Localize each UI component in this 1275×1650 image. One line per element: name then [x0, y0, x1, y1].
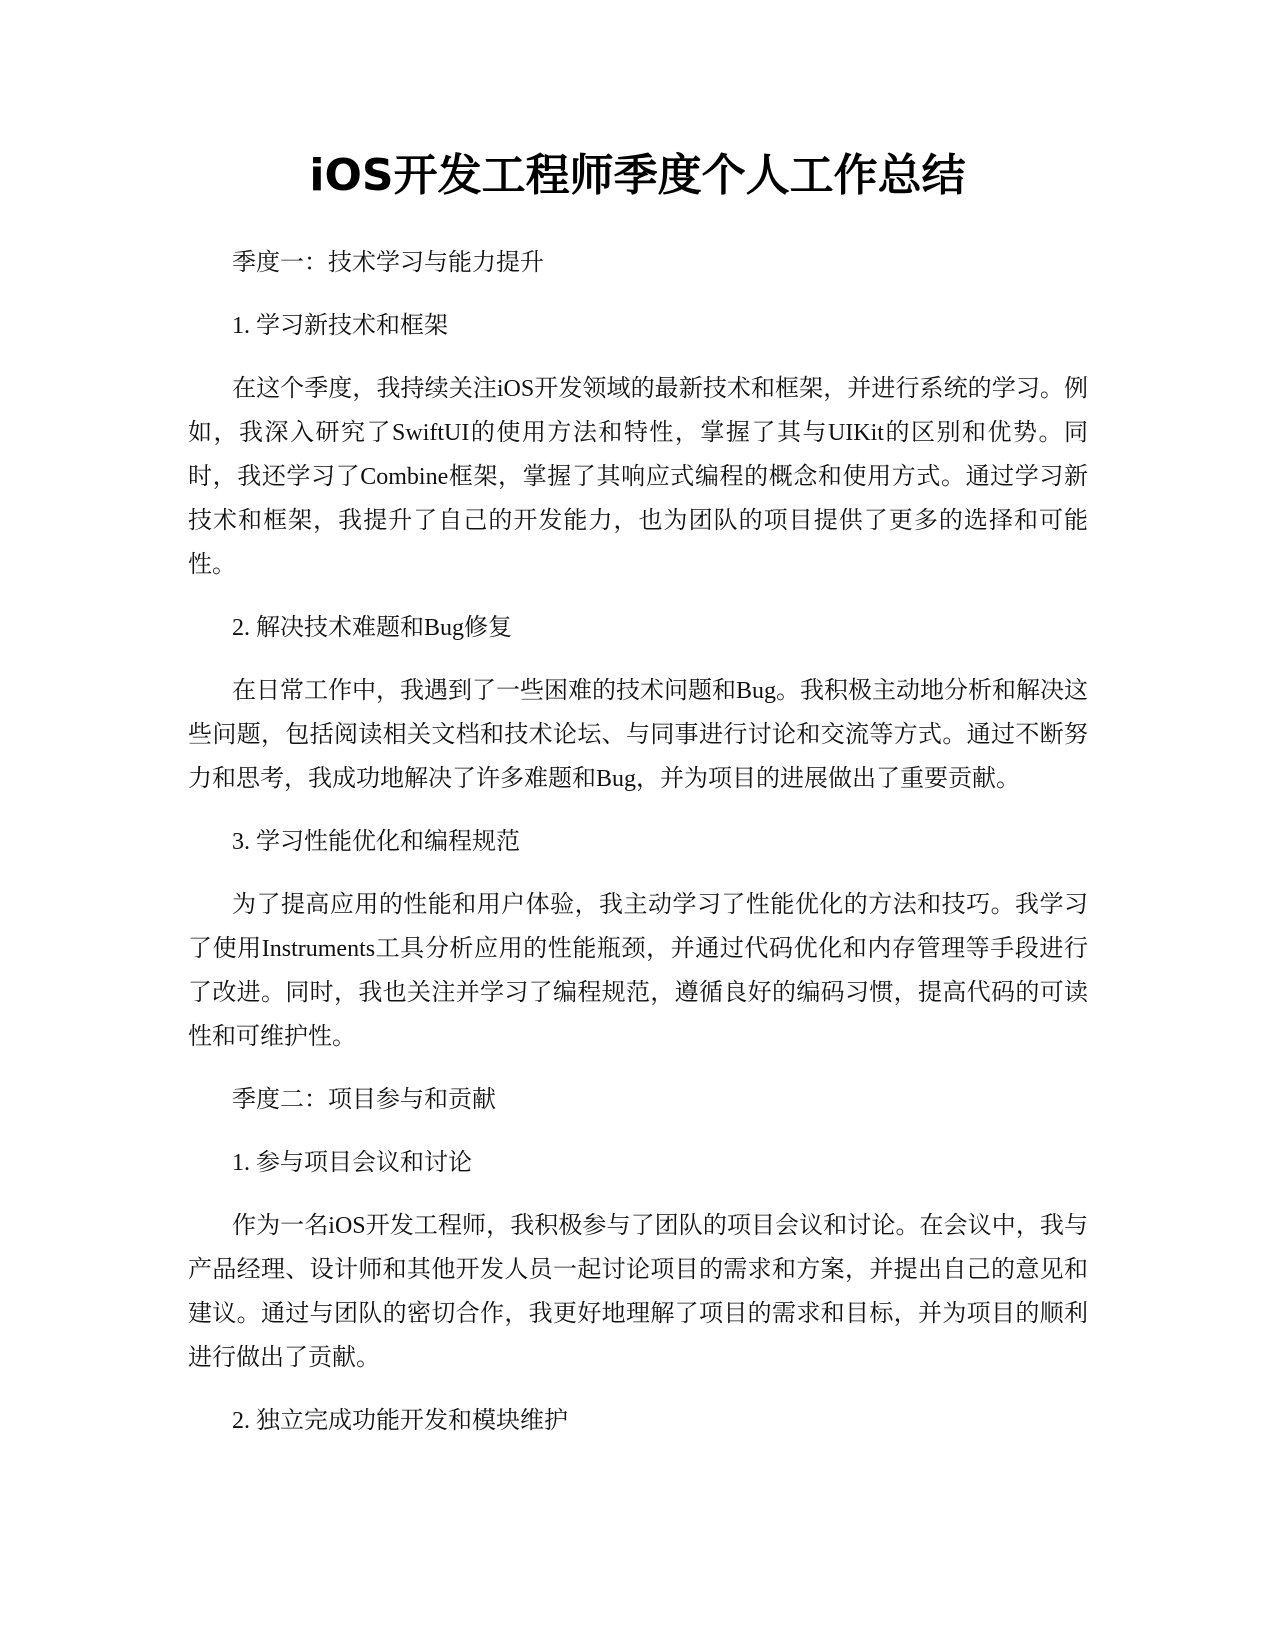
body-paragraph: 为了提高应用的性能和用户体验，我主动学习了性能优化的方法和技巧。我学习了使用Instruments工具分析应用的性能瓶颈，并通过代码优化和内存管理等手段进行了改进。同时，我也关注并学习了编程规范，遵循良好的编码习惯，提高代码的可读性和可维护性。 [188, 892, 1088, 1050]
section-heading: 季度一：技术学习与能力提升 [232, 250, 544, 276]
subsection-heading: 1. 学习新技术和框架 [232, 313, 448, 339]
document-body [188, 241, 1088, 1462]
subsection-heading: 1. 参与项目会议和讨论 [232, 1150, 472, 1176]
subsection-heading: 2. 解决技术难题和Bug修复 [232, 615, 513, 641]
body-paragraph: 作为一名iOS开发工程师，我积极参与了团队的项目会议和讨论。在会议中，我与产品经理、设计师和其他开发人员一起讨论项目的需求和方案，并提出自己的意见和建议。通过与团队的密切合作，我更好地理解了项目的需求和目标，并为项目的顺利进行做出了贡献。 [188, 1213, 1088, 1371]
body-paragraph: 在日常工作中，我遇到了一些困难的技术问题和Bug。我积极主动地分析和解决这些问题，包括阅读相关文档和技术论坛、与同事进行讨论和交流等方式。通过不断努力和思考，我成功地解决了许多难题和Bug，并为项目的进展做出了重要贡献。 [188, 678, 1089, 792]
document-title: iOS开发工程师季度个人工作总结 [309, 150, 966, 201]
body-paragraph: 在这个季度，我持续关注iOS开发领域的最新技术和框架，并进行系统的学习。例如，我深入研究了SwiftUI的使用方法和特性，掌握了其与UIKit的区别和优势。同时，我还学习了Combine框架，掌握了其响应式编程的概念和使用方式。通过学习新技术和框架，我提升了自己的开发能力，也为团队的项目提供了更多的选择和可能性。 [188, 376, 1088, 578]
subsection-heading: 2. 独立完成功能开发和模块维护 [232, 1408, 568, 1434]
subsection-heading: 3. 学习性能优化和编程规范 [232, 829, 520, 855]
section-heading: 季度二：项目参与和贡献 [232, 1087, 496, 1113]
